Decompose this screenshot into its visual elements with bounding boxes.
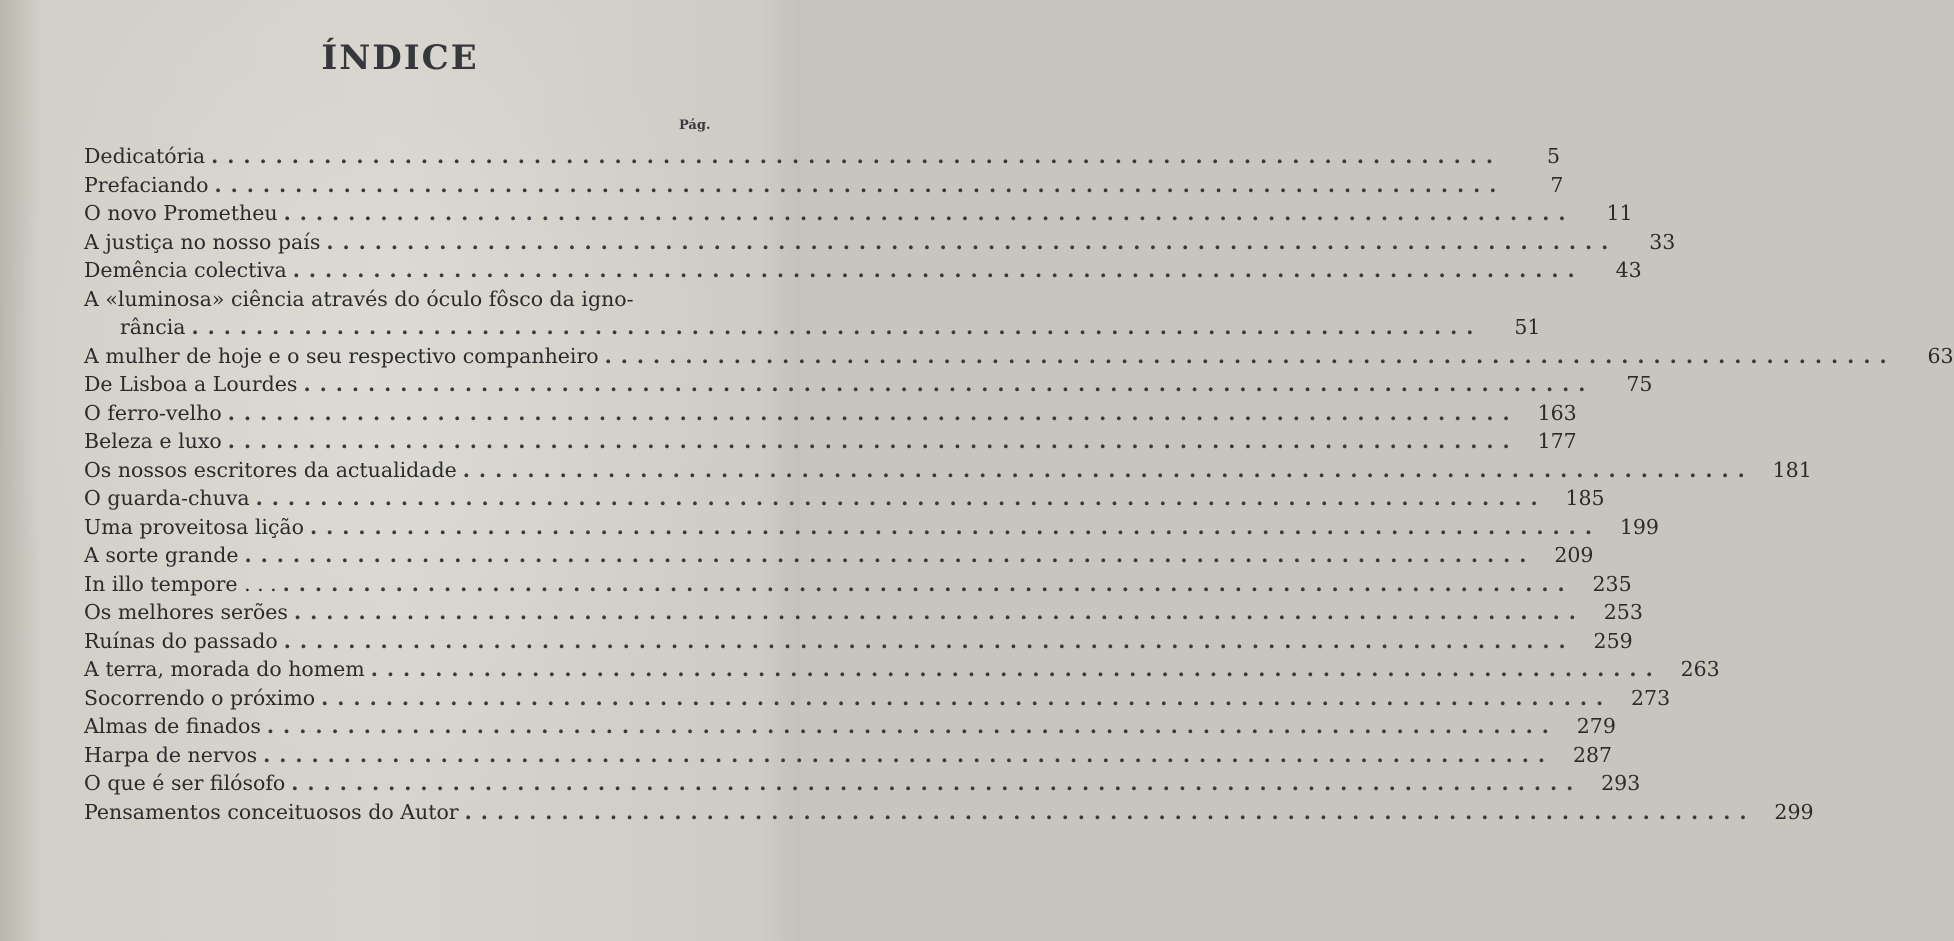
toc-entry-title: In illo tempore . . . <box>84 571 277 596</box>
toc-entry-page: 273 <box>1630 685 1671 710</box>
toc-entry <box>84 456 1812 485</box>
dot-leader: ................................................................................ <box>462 457 1754 482</box>
dot-leader: ................................................................................ <box>191 315 1483 339</box>
toc-entry-page: 75 <box>1626 372 1653 396</box>
toc-entry-title: A justiça no nosso país <box>84 229 321 254</box>
toc-entry <box>84 342 1954 371</box>
toc-entry <box>84 655 1720 684</box>
toc-entry <box>84 513 1659 542</box>
toc-entry-title: Harpa de nervos <box>84 742 258 767</box>
toc-entry-title: Almas de finados <box>84 714 261 738</box>
toc-entry-page: 279 <box>1576 714 1616 738</box>
toc-entry-page: 11 <box>1606 201 1633 225</box>
dot-leader: ................................................................................ <box>292 258 1584 282</box>
dot-leader: ................................................................................ <box>370 657 1662 681</box>
toc-entry <box>84 684 1671 713</box>
page-title: ÍNDICE <box>321 38 479 78</box>
toc-entry-first-line <box>84 285 724 314</box>
toc-entry-page: 263 <box>1680 657 1720 681</box>
toc-entry-title: Uma proveitosa lição <box>84 514 304 539</box>
dot-leader: ................................................................................ <box>266 714 1558 738</box>
toc-entry-title-line2: rância <box>120 315 186 339</box>
toc-entry <box>84 228 1676 257</box>
toc-entry <box>84 769 1641 798</box>
toc-entry <box>84 370 1653 399</box>
dot-leader: ................................................................................ <box>293 600 1585 624</box>
toc-entry-title-line1: A «luminosa» ciência através do óculo fôsco da igno- <box>84 286 634 311</box>
toc-entry-page: 51 <box>1514 315 1541 339</box>
toc-entry <box>84 541 1594 570</box>
toc-entry <box>84 570 1632 599</box>
dot-leader: ................................................................................ <box>326 229 1618 254</box>
toc-entry-title: De Lisboa a Lourdes <box>84 372 298 396</box>
dot-leader: ................................................................................ <box>227 400 1519 425</box>
toc-entry <box>84 741 1613 770</box>
toc-entry-title: O que é ser filósofo <box>84 771 286 795</box>
toc-entry <box>84 598 1643 627</box>
toc-entry <box>84 427 1577 456</box>
toc-entry-title: Beleza e luxo <box>84 429 222 453</box>
toc-entry-title: A terra, morada do homem <box>84 657 365 681</box>
toc-entry <box>84 142 1561 171</box>
toc-entry <box>84 313 1541 342</box>
toc-entry-page: 299 <box>1774 799 1814 824</box>
toc-entry-title: Prefaciando <box>84 172 209 197</box>
toc-entry-page: 199 <box>1619 514 1659 539</box>
toc-entry-page: 33 <box>1649 229 1676 254</box>
toc-entry-page: 253 <box>1603 600 1643 624</box>
dot-leader: ................................................................................ <box>464 799 1756 824</box>
dot-leader: ................................................................................ <box>282 571 1574 596</box>
toc-entry-title: Demência colectiva <box>84 258 287 282</box>
toc-entry-title: Ruínas do passado <box>84 628 278 653</box>
toc-entry <box>84 484 1605 513</box>
toc-entry-title: Dedicatória <box>84 144 206 168</box>
dot-leader: ................................................................................ <box>303 372 1595 396</box>
dot-leader: ................................................................................ <box>214 172 1506 197</box>
dot-leader: ................................................................................ <box>604 343 1896 368</box>
dot-leader: ................................................................................ <box>227 429 1519 453</box>
toc-entry-page: 43 <box>1615 258 1642 282</box>
dot-leader: ................................................................................ <box>255 486 1547 510</box>
toc-entry-title: A sorte grande <box>84 543 239 567</box>
dot-leader: ................................................................................ <box>283 628 1575 653</box>
table-of-contents <box>84 142 1954 826</box>
dot-leader: ................................................................................ <box>310 514 1601 539</box>
toc-entry-page: 7 <box>1550 172 1564 197</box>
dot-leader: ................................................................................ <box>211 144 1503 168</box>
toc-entry-title: O ferro-velho <box>84 400 222 425</box>
page-column-label: Pág. <box>679 118 711 133</box>
toc-entry-page: 293 <box>1601 771 1641 795</box>
dot-leader: ................................................................................ <box>263 742 1555 767</box>
toc-entry <box>84 171 1564 200</box>
toc-entry-page: 287 <box>1572 742 1613 767</box>
toc-entry-title: Pensamentos conceituosos do Autor <box>84 799 459 824</box>
toc-entry-page: 5 <box>1547 144 1561 168</box>
toc-entry-page: 185 <box>1565 486 1605 510</box>
toc-entry-title: A mulher de hoje e o seu respectivo companheiro <box>84 343 599 368</box>
toc-entry-title: Socorrendo o próximo <box>84 685 316 710</box>
dot-leader: ................................................................................ <box>291 771 1583 795</box>
toc-entry-page: 209 <box>1554 543 1594 567</box>
toc-entry-title: Os nossos escritores da actualidade <box>84 457 457 482</box>
toc-entry-page: 63 <box>1927 343 1954 368</box>
toc-entry-title: O novo Prometheu <box>84 201 278 225</box>
toc-entry <box>84 256 1642 285</box>
toc-entry <box>84 798 1814 827</box>
toc-entry-page: 177 <box>1537 429 1577 453</box>
toc-entry <box>84 399 1577 428</box>
dot-leader: ................................................................................ <box>244 543 1536 567</box>
toc-entry <box>84 627 1633 656</box>
toc-entry-page: 259 <box>1593 628 1633 653</box>
toc-entry-page: 181 <box>1772 457 1812 482</box>
toc-entry-page: 163 <box>1537 400 1577 425</box>
toc-entry <box>84 712 1616 741</box>
toc-entry <box>84 199 1633 228</box>
dot-leader: ................................................................................ <box>321 685 1613 710</box>
dot-leader: ................................................................................ <box>283 201 1575 225</box>
toc-entry-title: Os melhores serões <box>84 600 288 624</box>
toc-entry-page: 235 <box>1592 571 1632 596</box>
toc-entry-title: O guarda-chuva <box>84 486 250 510</box>
